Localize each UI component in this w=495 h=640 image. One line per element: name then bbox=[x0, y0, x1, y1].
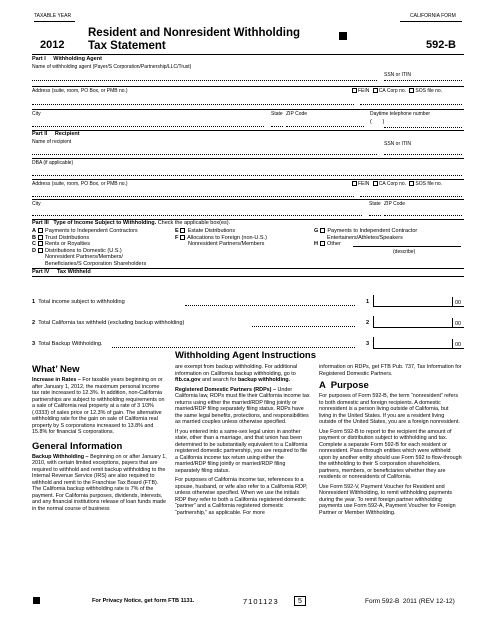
recipient-city-field[interactable] bbox=[32, 207, 362, 216]
instructions-column-3: information on RDPs, get FTB Pub. 737, Tax Information for Registered Domestic Partners. A Purpose For purposes of Form 592-B, the term “nonresident” refers to both domestic and foreign recipients. A domestic nonresident is a person living outside of California, but living in the United States. If you are a resident living outside of the United States, you are a foreign nonresident. Use Form 592-B to report to the recipient the amount of payment or distribution subject to withholding and tax. Complete a separate Form 592-B for each resident or nonresident. Pass-through entities which were withheld upon by another entity should use Form 592 to flow-through the withholding to their S corporation shareholders, partners, members, or beneficiaries whether they are residents or nonresidents of California. Use Form 592-V, Payment Voucher for Resident and Nonresident Withholding, to remit withholding payments during the year. To remit foreign partner withholding payments use Form 592-A, Payment Voucher for Foreign Partner or Member Withholding. bbox=[319, 364, 462, 516]
instructions-title: Withholding Agent Instructions bbox=[175, 350, 316, 361]
income-type-column-g: G Payments to Independent Contractor Entertainers/Athletes/Speakers H Other bbox=[314, 228, 418, 247]
describe-label: (describe) bbox=[393, 249, 416, 255]
ftb-website-link[interactable]: ftb.ca.gov bbox=[175, 377, 201, 383]
line-3-label: 3 Total Backup Withholding. bbox=[32, 341, 103, 347]
california-form-label: CALIFORNIA FORM bbox=[410, 13, 456, 19]
recipient-zip-field[interactable] bbox=[384, 207, 462, 216]
recipient-city-label: City bbox=[32, 201, 41, 207]
tax-year: 2012 bbox=[40, 39, 65, 51]
footer-marker-left bbox=[33, 597, 40, 604]
income-option-e: E Estate Distributions bbox=[175, 228, 236, 234]
line-3-amount-field[interactable] bbox=[373, 337, 464, 349]
income-checkbox-d[interactable] bbox=[38, 248, 43, 253]
recipient-state-field[interactable] bbox=[369, 207, 381, 216]
agent-zip-label: ZIP Code bbox=[286, 111, 308, 117]
withholding-agent-name-field[interactable] bbox=[32, 71, 377, 81]
recipient-sos-label: SOS file no. bbox=[415, 181, 443, 187]
line-3-cents: 00 bbox=[455, 342, 462, 348]
part3-heading: Part III bbox=[32, 220, 49, 226]
taxable-year-label: TAXABLE YEAR bbox=[34, 13, 72, 19]
income-option-f: F Allocations to Foreign (non-U.S.) bbox=[175, 234, 267, 241]
line-2-cents: 00 bbox=[455, 321, 462, 327]
recipient-dba-label: DBA (if applicable) bbox=[32, 160, 74, 166]
form-title-line1: Resident and Nonresident Withholding bbox=[88, 27, 301, 39]
agent-fein-label: FEIN bbox=[358, 88, 370, 94]
instructions-column-1: What’ New Increase in Rates – For taxable years beginning on or after January 1, 2012, the maximum personal income tax rate increased to 12.3%. In addition, non-California partnerships are subject to withholding requirements on a sale of California real property at a rate of 3 1/3% (.0333) of sales price or 12.3% of gain. The alternative withholding rate for the gain on sale of California real property by S corporations increased to 13.8% and 15.8% for financial S corporations. General Information Backup Withholding – Beginning on or after January 1, 2010, with certain limited exceptions, payers that are required to withhold and remit backup withholding to the Internal Revenue Service (IRS) are also required to withhold and remit to the Franchise Tax Board (FTB). The California backup withholding rate is 7% of the payment. For California purposes, dividends, interests, and any financial institutions release of loan funds made in the normal course of business bbox=[32, 364, 167, 512]
income-checkbox-b[interactable] bbox=[38, 235, 43, 240]
recipient-address-field[interactable] bbox=[32, 188, 354, 197]
purpose-heading: A Purpose bbox=[319, 380, 369, 391]
recipient-address-label: Address (suite, room, PO Box, or PMB no.) bbox=[32, 181, 128, 187]
scan-marker bbox=[339, 32, 347, 40]
part4-title: Tax Withheld bbox=[56, 269, 91, 275]
line-1-amount-field[interactable] bbox=[373, 295, 464, 307]
income-checkbox-f[interactable] bbox=[180, 235, 185, 240]
part4-heading: Part IV bbox=[32, 269, 50, 275]
income-checkbox-g[interactable] bbox=[320, 228, 325, 233]
income-checkbox-e[interactable] bbox=[180, 228, 185, 233]
recipient-ca-corp-checkbox[interactable] bbox=[373, 181, 378, 186]
recipient-ssn-label: SSN or ITIN bbox=[384, 141, 411, 147]
general-information-heading: General Information bbox=[32, 440, 123, 452]
line-1-box-number: 1 bbox=[366, 299, 370, 305]
part2-heading: Part II bbox=[32, 131, 48, 137]
recipient-sos-checkbox[interactable] bbox=[409, 181, 414, 186]
income-option-d: D Distributions to Domestic (U.S.) bbox=[32, 247, 122, 254]
withholding-agent-name-label: Name of withholding agent (Payer/S Corporation/Partnership/LLC/Trust) bbox=[32, 64, 192, 70]
agent-ssn-label: SSN or ITIN bbox=[384, 72, 411, 78]
agent-fein-checkbox[interactable] bbox=[352, 88, 357, 93]
agent-address-field[interactable] bbox=[32, 95, 354, 105]
income-option-g: G Payments to Independent Contractor bbox=[314, 228, 418, 234]
income-option-h: H Other bbox=[314, 241, 341, 247]
recipient-name-label: Name of recipient bbox=[32, 139, 72, 145]
income-checkbox-a[interactable] bbox=[38, 228, 43, 233]
line-3-box-number: 3 bbox=[366, 341, 370, 347]
instructions-column-2: are exempt from backup withholding. For additional information on California backup withholding, go to ftb.ca.gov and search for backup withholding. Registered Domestic Partners (RDPs) – Under California law, RDPs must file their California income tax returns using either the married/RDP filing jointly or married/RDP filing separately filing status. RDPs have the same legal benefits, protections, and responsibilities as married couples unless otherwise specified. If you entered into a same-sex legal union in another state, other than a marriage, and that union has been determined to be substantially equivalent to a California registered domestic partnership, you are required to file a California income tax return using either the married/RDP filing jointly or married/RDP filing separately filing status. For purposes of California income tax, references to a spouse, husband, or wife also refer to a California RDP, unless otherwise specified. When we use the initials RDP they refer to both a California registered domestic “partner” and a California registered domestic “partnership,” as applicable. For more bbox=[175, 364, 310, 516]
privacy-notice: For Privacy Notice, get form FTB 1131. bbox=[92, 598, 195, 604]
agent-sos-checkbox[interactable] bbox=[409, 88, 414, 93]
line-2-box-number: 2 bbox=[366, 320, 370, 326]
agent-ca-corp-label: CA Corp no. bbox=[378, 88, 407, 94]
income-checkbox-c[interactable] bbox=[38, 241, 43, 246]
line-2-amount-field[interactable] bbox=[373, 316, 464, 328]
whats-new-heading: What’ New bbox=[32, 364, 80, 375]
income-option-c: C Rents or Royalties bbox=[32, 241, 90, 247]
form-number: 592-B bbox=[426, 39, 456, 51]
part1-heading: Part I bbox=[32, 56, 46, 62]
income-checkbox-h[interactable] bbox=[320, 241, 325, 246]
income-option-b: B Trust Distributions bbox=[32, 234, 90, 241]
part2-title: Recipient bbox=[54, 131, 80, 137]
page-number: 5 bbox=[294, 596, 306, 606]
recipient-zip-label: ZIP Code bbox=[384, 201, 406, 207]
income-type-column-a: A Payments to Independent Contractors B Trust Distributions C Rents or Royalties D Distributions to Domestic (U.S.) Nonresident Partners/Members/ Beneficiaries/S Corporation Shareholders bbox=[32, 228, 147, 267]
agent-zip-field[interactable] bbox=[286, 118, 364, 127]
form-code: 7101123 bbox=[243, 597, 279, 606]
line-1-label: 1 Total income subject to withholding bbox=[32, 299, 125, 305]
line-1-cents: 00 bbox=[455, 300, 462, 306]
recipient-fein-label: FEIN bbox=[358, 181, 370, 187]
part3-title: Type of Income Subject to Withholding. bbox=[53, 220, 157, 226]
income-type-column-e: E Estate Distributions F Allocations to Foreign (non-U.S.) Nonresident Partners/Members bbox=[175, 228, 267, 247]
agent-sos-label: SOS file no. bbox=[415, 88, 443, 94]
agent-city-field[interactable] bbox=[32, 118, 264, 127]
agent-ca-corp-checkbox[interactable] bbox=[373, 88, 378, 93]
recipient-ca-corp-label: CA Corp no. bbox=[378, 181, 407, 187]
agent-phone-label: Daytime telephone number bbox=[370, 111, 431, 117]
recipient-state-label: State bbox=[369, 201, 381, 207]
part1-title: Withholding Agent bbox=[53, 56, 102, 62]
part3-instruction: Check the applicable box(es). bbox=[157, 220, 231, 226]
agent-state-label: State bbox=[271, 111, 283, 117]
agent-address-label: Address (suite, room, PO Box, or PMB no.) bbox=[32, 88, 128, 94]
line-2-label: 2 Total California tax withheld (excluding backup withholding) bbox=[32, 320, 185, 326]
form-title-line2: Tax Statement bbox=[88, 40, 166, 52]
recipient-dba-field[interactable] bbox=[32, 167, 462, 176]
agent-phone-field[interactable]: ( ) bbox=[370, 119, 385, 125]
income-option-a: A Payments to Independent Contractors bbox=[32, 228, 138, 234]
recipient-fein-checkbox[interactable] bbox=[352, 181, 357, 186]
recipient-name-field[interactable] bbox=[32, 146, 377, 155]
agent-state-field[interactable] bbox=[271, 118, 283, 127]
agent-city-label: City bbox=[32, 111, 41, 117]
other-describe-field[interactable] bbox=[353, 240, 461, 247]
form-id: Form 592-B 2011 (REV 12-12) bbox=[365, 598, 455, 605]
